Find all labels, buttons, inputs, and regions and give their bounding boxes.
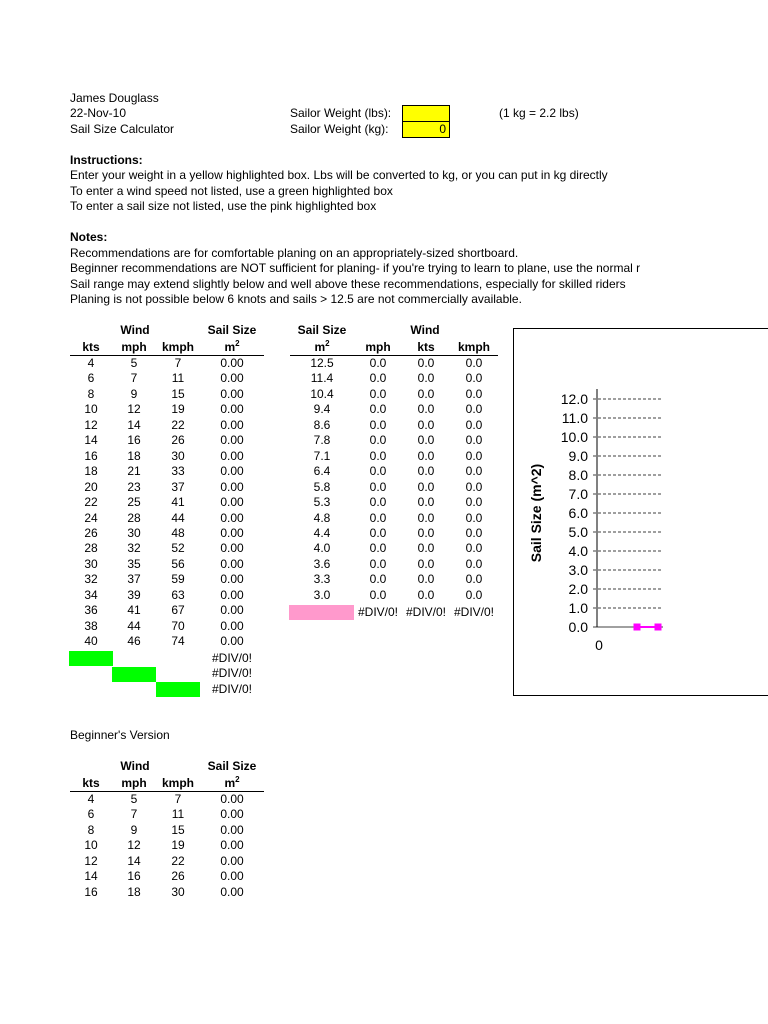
cell-kmph: 0.0	[465, 541, 483, 556]
chart-y-tick-label: 3.0	[568, 562, 588, 578]
cell-sail-size: 0.00	[220, 884, 244, 899]
t1-col-m2	[200, 340, 264, 355]
t2-unit-sup: 2	[325, 339, 330, 348]
conversion-note: (1 kg = 2.2 lbs)	[499, 106, 579, 120]
cell-sail-size: 8.6	[313, 417, 331, 432]
cell-kts: 0.0	[417, 572, 435, 587]
cell-mph: 0.0	[369, 464, 387, 479]
cell-mph: 0.0	[369, 433, 387, 448]
cell-kts: 4	[87, 356, 95, 370]
t1-extra-value: #DIV/0!	[211, 651, 253, 665]
t3-unit-m: m	[224, 776, 236, 790]
cell-sail-size: 0.00	[220, 603, 244, 618]
cell-sail-size: 0.00	[220, 792, 244, 806]
cell-sail-size: 0.00	[220, 634, 244, 649]
cell-kmph: 48	[171, 525, 185, 540]
cell-mph: 0.0	[369, 510, 387, 525]
t1-col-mph: mph	[121, 340, 147, 354]
cell-mph: 41	[127, 603, 141, 618]
t1-col-kmph: kmph	[161, 340, 194, 354]
cell-mph: 0.0	[369, 572, 387, 587]
cell-mph: 16	[127, 869, 141, 884]
t3-sail-header: Sail Size	[207, 759, 257, 773]
chart-point	[655, 624, 662, 631]
cell-sail-size: 0.00	[220, 618, 244, 633]
cell-kmph: 67	[171, 603, 185, 618]
sail-entry-box[interactable]	[289, 605, 354, 620]
cell-sail-size: 3.0	[313, 587, 331, 602]
cell-sail-size: 0.00	[220, 807, 244, 822]
cell-sail-size: 0.00	[220, 556, 244, 571]
chart-y-tick-label: 4.0	[568, 543, 588, 559]
t2-col-m2	[290, 340, 354, 355]
chart-y-tick-label: 8.0	[568, 467, 588, 483]
cell-sail-size: 0.00	[220, 838, 244, 853]
cell-sail-size: 0.00	[220, 853, 244, 868]
cell-mph: 0.0	[369, 371, 387, 386]
cell-kmph: 0.0	[465, 386, 483, 401]
t1-unit-m: m	[224, 340, 236, 354]
cell-kts: 18	[84, 464, 98, 479]
beginner-title: Beginner's Version	[70, 728, 170, 742]
cell-kmph: 0.0	[465, 402, 483, 417]
cell-kmph: 0.0	[465, 525, 483, 540]
cell-mph: 39	[127, 587, 141, 602]
t3-col-kts: kts	[82, 776, 100, 790]
cell-mph: 0.0	[369, 495, 387, 510]
cell-kmph: 37	[171, 479, 185, 494]
instruction-line: To enter a wind speed not listed, use a green highlighted box	[70, 184, 393, 198]
document-date: 22-Nov-10	[70, 106, 127, 120]
cell-kts: 22	[84, 495, 98, 510]
cell-mph: 21	[127, 464, 141, 479]
cell-sail-size: 0.00	[220, 448, 244, 463]
notes-heading: Notes:	[70, 230, 108, 244]
cell-kts: 8	[87, 386, 95, 401]
chart-y-axis-label: Sail Size (m^2)	[528, 463, 544, 563]
cell-mph: 12	[127, 402, 141, 417]
cell-kmph: 26	[171, 433, 185, 448]
t3-col-kmph: kmph	[161, 776, 194, 790]
cell-kts: 0.0	[417, 371, 435, 386]
cell-kts: 4	[87, 792, 95, 806]
cell-kmph: 22	[171, 853, 185, 868]
cell-kmph: 59	[171, 572, 185, 587]
instruction-line: Enter your weight in a yellow highlighted box. Lbs will be converted to kg, or you can put in kg directly	[70, 168, 608, 182]
cell-sail-size: 0.00	[220, 822, 244, 837]
cell-sail-size: 0.00	[220, 495, 244, 510]
cell-kmph: 0.0	[465, 510, 483, 525]
cell-kts: 10	[84, 402, 98, 417]
cell-sail-size: 0.00	[220, 510, 244, 525]
author-name: James Douglass	[70, 91, 159, 105]
cell-kmph: 52	[171, 541, 185, 556]
t1-col-kts: kts	[82, 340, 100, 354]
cell-kmph: 26	[171, 869, 185, 884]
cell-sail-size: 0.00	[220, 464, 244, 479]
cell-kmph: 0.0	[465, 464, 483, 479]
cell-kts: 16	[84, 448, 98, 463]
cell-sail-size: 0.00	[220, 417, 244, 432]
cell-sail-size: 0.00	[220, 433, 244, 448]
cell-kts: 0.0	[417, 495, 435, 510]
cell-sail-size: 9.4	[313, 402, 331, 417]
cell-kts: 34	[84, 587, 98, 602]
cell-mph: 0.0	[369, 448, 387, 463]
cell-mph: 12	[127, 838, 141, 853]
cell-sail-size: 7.1	[313, 448, 331, 463]
cell-sail-size: 0.00	[220, 869, 244, 884]
cell-sail-size: 0.00	[220, 386, 244, 401]
t3-col-m2	[200, 776, 264, 791]
cell-kts: 38	[84, 618, 98, 633]
cell-kmph: 0.0	[465, 448, 483, 463]
cell-kmph: 56	[171, 556, 185, 571]
cell-kts: 14	[84, 869, 98, 884]
cell-kts: 0.0	[417, 587, 435, 602]
wind-entry-kts[interactable]	[69, 651, 113, 666]
t2-col-kts: kts	[417, 340, 435, 354]
cell-sail-size: 5.3	[313, 495, 331, 510]
cell-sail-size: 4.8	[313, 510, 331, 525]
instructions-heading: Instructions:	[70, 153, 143, 167]
note-line: Sail range may extend slightly below and well above these recommendations, especially for skilled riders	[70, 277, 626, 291]
t2-col-mph: mph	[365, 340, 391, 354]
cell-kts: 0.0	[417, 448, 435, 463]
cell-kmph: 33	[171, 464, 185, 479]
cell-sail-size: 4.0	[313, 541, 331, 556]
t2-unit-m: m	[314, 340, 326, 354]
cell-kmph: 30	[171, 884, 185, 899]
t1-sail-header: Sail Size	[207, 323, 257, 337]
cell-kts: 26	[84, 525, 98, 540]
cell-mph: 9	[130, 386, 138, 401]
cell-kts: 0.0	[417, 556, 435, 571]
cell-kts: 0.0	[417, 510, 435, 525]
cell-kts: 32	[84, 572, 98, 587]
weight-kg-value: 0	[439, 122, 446, 136]
weight-kg-input[interactable]	[402, 121, 450, 138]
cell-mph: 28	[127, 510, 141, 525]
cell-sail-size: 0.00	[220, 371, 244, 386]
chart-y-tick-label: 0.0	[568, 619, 588, 635]
cell-kts: 30	[84, 556, 98, 571]
note-line: Planing is not possible below 6 knots and sails > 12.5 are not commercially available.	[70, 292, 522, 306]
cell-mph: 0.0	[369, 356, 387, 370]
wind-entry-mph[interactable]	[112, 667, 156, 682]
t3-col-mph: mph	[121, 776, 147, 790]
cell-mph: 0.0	[369, 402, 387, 417]
cell-mph: 23	[127, 479, 141, 494]
t2-extra-value: #DIV/0!	[357, 605, 399, 619]
cell-kts: 0.0	[417, 541, 435, 556]
cell-kts: 36	[84, 603, 98, 618]
cell-kts: 12	[84, 853, 98, 868]
cell-mph: 37	[127, 572, 141, 587]
t2-col-kmph: kmph	[457, 340, 490, 354]
cell-mph: 7	[130, 807, 138, 822]
cell-kts: 20	[84, 479, 98, 494]
cell-sail-size: 0.00	[220, 525, 244, 540]
cell-kts: 8	[87, 822, 95, 837]
t3-wind-header: Wind	[120, 759, 150, 773]
cell-kmph: 22	[171, 417, 185, 432]
t3-unit-sup: 2	[235, 775, 240, 784]
cell-sail-size: 0.00	[220, 356, 244, 370]
chart-y-tick-label: 6.0	[568, 505, 588, 521]
cell-kts: 14	[84, 433, 98, 448]
cell-mph: 14	[127, 417, 141, 432]
cell-kmph: 7	[174, 356, 182, 370]
cell-kmph: 0.0	[465, 479, 483, 494]
cell-kts: 0.0	[417, 417, 435, 432]
chart-y-tick-label: 5.0	[568, 524, 588, 540]
cell-kmph: 15	[171, 386, 185, 401]
instruction-line: To enter a sail size not listed, use the pink highlighted box	[70, 199, 377, 213]
cell-kts: 28	[84, 541, 98, 556]
cell-kts: 6	[87, 807, 95, 822]
cell-kmph: 30	[171, 448, 185, 463]
cell-sail-size: 11.4	[310, 371, 334, 386]
note-line: Beginner recommendations are NOT sufficient for planing- if you're trying to learn to plane, use the normal r	[70, 261, 641, 275]
cell-kts: 16	[84, 884, 98, 899]
cell-sail-size: 0.00	[220, 541, 244, 556]
chart-y-tick-label: 12.0	[560, 391, 588, 407]
chart-y-tick-label: 2.0	[568, 581, 588, 597]
wind-entry-kmph[interactable]	[156, 682, 200, 697]
cell-kts: 10	[84, 838, 98, 853]
cell-mph: 30	[127, 525, 141, 540]
cell-sail-size: 0.00	[220, 479, 244, 494]
cell-sail-size: 12.5	[310, 356, 334, 370]
cell-mph: 5	[130, 356, 138, 370]
cell-sail-size: 6.4	[313, 464, 331, 479]
cell-kts: 40	[84, 634, 98, 649]
document-title: Sail Size Calculator	[70, 122, 175, 136]
cell-kts: 12	[84, 417, 98, 432]
chart-y-tick-label: 9.0	[568, 448, 588, 464]
chart-x-tick-label: 0	[595, 637, 603, 653]
cell-kts: 0.0	[417, 356, 435, 370]
cell-kmph: 19	[171, 838, 185, 853]
cell-kmph: 41	[171, 495, 185, 510]
cell-sail-size: 0.00	[220, 402, 244, 417]
t2-wind-header: Wind	[410, 323, 440, 337]
chart-y-tick-label: 11.0	[561, 410, 588, 426]
t2-sail-header: Sail Size	[297, 323, 347, 337]
weight-lbs-label: Sailor Weight (lbs):	[290, 106, 392, 120]
cell-kts: 0.0	[417, 525, 435, 540]
cell-mph: 0.0	[369, 386, 387, 401]
cell-kmph: 0.0	[465, 356, 483, 370]
cell-kmph: 70	[171, 618, 185, 633]
cell-kmph: 0.0	[465, 572, 483, 587]
cell-kts: 24	[84, 510, 98, 525]
cell-mph: 0.0	[369, 417, 387, 432]
cell-mph: 7	[130, 371, 138, 386]
cell-kts: 0.0	[417, 433, 435, 448]
cell-kmph: 11	[171, 371, 185, 386]
cell-mph: 16	[127, 433, 141, 448]
t1-unit-sup: 2	[235, 339, 240, 348]
cell-mph: 44	[127, 618, 141, 633]
cell-kts: 0.0	[417, 464, 435, 479]
cell-mph: 35	[127, 556, 141, 571]
cell-kmph: 0.0	[465, 556, 483, 571]
cell-mph: 14	[127, 853, 141, 868]
cell-sail-size: 0.00	[220, 587, 244, 602]
cell-kmph: 0.0	[465, 417, 483, 432]
chart-y-tick-label: 10.0	[560, 429, 588, 445]
cell-mph: 0.0	[369, 541, 387, 556]
cell-kts: 6	[87, 371, 95, 386]
t1-wind-header: Wind	[120, 323, 150, 337]
cell-mph: 18	[127, 884, 141, 899]
cell-sail-size: 3.6	[313, 556, 331, 571]
cell-mph: 32	[127, 541, 141, 556]
cell-kmph: 74	[171, 634, 185, 649]
cell-sail-size: 4.4	[313, 525, 331, 540]
cell-mph: 46	[127, 634, 141, 649]
t1-extra-value: #DIV/0!	[211, 682, 253, 696]
cell-mph: 9	[130, 822, 138, 837]
cell-sail-size: 7.8	[313, 433, 331, 448]
cell-sail-size: 10.4	[310, 386, 334, 401]
cell-kmph: 0.0	[465, 433, 483, 448]
cell-mph: 0.0	[369, 587, 387, 602]
cell-kmph: 11	[171, 807, 185, 822]
cell-mph: 0.0	[369, 479, 387, 494]
t2-extra-value: #DIV/0!	[453, 605, 495, 619]
cell-kmph: 44	[171, 510, 185, 525]
cell-sail-size: 3.3	[313, 572, 331, 587]
cell-sail-size: 5.8	[313, 479, 331, 494]
cell-kts: 0.0	[417, 479, 435, 494]
cell-kts: 0.0	[417, 402, 435, 417]
weight-lbs-input[interactable]	[402, 105, 450, 122]
cell-kmph: 63	[171, 587, 185, 602]
cell-mph: 0.0	[369, 525, 387, 540]
cell-mph: 5	[130, 792, 138, 806]
t2-extra-value: #DIV/0!	[405, 605, 447, 619]
cell-kts: 0.0	[417, 386, 435, 401]
cell-kmph: 0.0	[465, 495, 483, 510]
cell-kmph: 15	[171, 822, 185, 837]
cell-mph: 18	[127, 448, 141, 463]
cell-kmph: 0.0	[465, 371, 483, 386]
chart-point	[634, 624, 641, 631]
cell-mph: 25	[127, 495, 141, 510]
chart-y-tick-label: 1.0	[568, 600, 588, 616]
cell-kmph: 19	[171, 402, 185, 417]
cell-mph: 0.0	[369, 556, 387, 571]
chart-y-tick-label: 7.0	[568, 486, 588, 502]
note-line: Recommendations are for comfortable planing on an appropriately-sized shortboard.	[70, 246, 519, 260]
cell-kmph: 0.0	[465, 587, 483, 602]
weight-kg-label: Sailor Weight (kg):	[290, 122, 389, 136]
t1-extra-value: #DIV/0!	[211, 666, 253, 680]
cell-sail-size: 0.00	[220, 572, 244, 587]
cell-kmph: 7	[174, 792, 182, 806]
